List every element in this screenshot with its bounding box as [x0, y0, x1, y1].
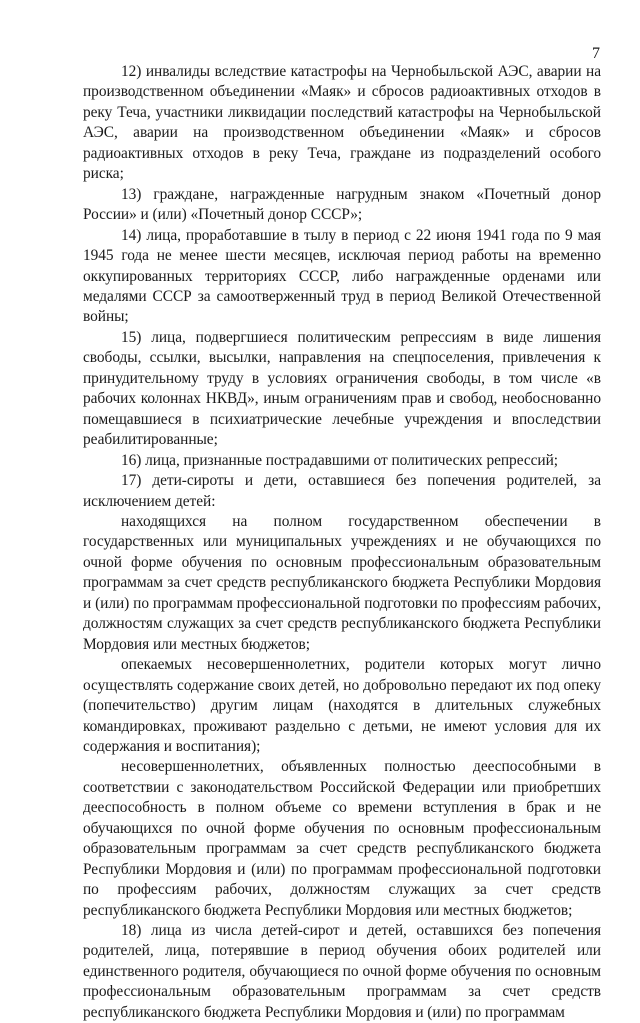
paragraph-item-15: 15) лица, подвергшиеся политическим репрессиям в виде лишения свободы, ссылки, высылки, направления на спецпоселения, привлечения к принудительному труду в условиях ограничения свободы, в том числе «в рабочих колоннах НКВД», иным ограничениям прав и свобод, необоснованно помещавшиеся в психиатрические лечебные учреждения и впоследствии реабилитированные; [83, 328, 601, 449]
document-body [83, 62, 601, 1023]
paragraph-item-12: 12) инвалиды вследствие катастрофы на Чернобыльской АЭС, аварии на производственном объединении «Маяк» и сбросов радиоактивных отходов в реку Теча, участники ликвидации последствий катастрофы на Чернобыльской АЭС, аварии на производственном объединении «Маяк» и сбросов радиоактивных отходов в реку Теча, граждане из подразделений особого риска; [83, 63, 601, 183]
paragraph-item-13: 13) граждане, награжденные нагрудным знаком «Почетный донор России» и (или) «Почетный донор СССР»; [83, 185, 601, 224]
paragraph-item-17: 17) дети-сироты и дети, оставшиеся без попечения родителей, за исключением детей: [83, 472, 601, 510]
paragraph-item-18: 18) лица из числа детей-сирот и детей, оставшихся без попечения родителей, лица, потерявшие в период обучения обоих родителей или единственного родителя, обучающиеся по очной форме обучения по основным профессиональным образовательным программам за счет средств республиканского бюджета Республики Мордовия и (или) по программам [83, 922, 601, 1021]
page-number: 7 [592, 45, 600, 62]
paragraph-item-14: 14) лица, проработавшие в тылу в период с 22 июня 1941 года по 9 мая 1945 года не менее шести месяцев, исключая период работы на временно оккупированных территориях СССР, либо награжденные орденами или медалями СССР за самоотверженный труд в период Великой Отечественной войны; [83, 226, 601, 326]
paragraph-subitem-emancipated: несовершеннолетних, объявленных полностью дееспособными в соответствии с законодательством Российской Федерации или приобретших дееспособность в полном объеме со времени вступления в брак и не обучающихся по очной форме обучения по основным профессиональным образовательным программам за счет средств республиканского бюджета Республики Мордовия и (или) по программам профессиональной подготовки по профессиям рабочих, должностям служащих за счет средств республиканского бюджета Республики Мордовия или местных бюджетов; [83, 758, 601, 919]
paragraph-subitem-state-care: находящихся на полном государственном обеспечении в государственных или муниципальных учреждениях и не обучающихся по очной форме обучения по основным профессиональным образовательным программам за счет средств республиканского бюджета Республики Мордовия и (или) по программам профессиональной подготовки по профессиям рабочих, должностям служащих за счет средств республиканского бюджета Республики Мордовия или местных бюджетов; [83, 512, 601, 653]
paragraph-item-16: 16) лица, признанные пострадавшими от политических репрессий; [121, 451, 559, 469]
paragraph-subitem-guardianship: опекаемых несовершеннолетних, родители которых могут лично осуществлять содержание своих детей, но добровольно передают их под опеку (попечительство) другим лицам (находятся в длительных служебных командировках, проживают раздельно с детьми, не имеют условия для их содержания и воспитания); [83, 656, 601, 755]
